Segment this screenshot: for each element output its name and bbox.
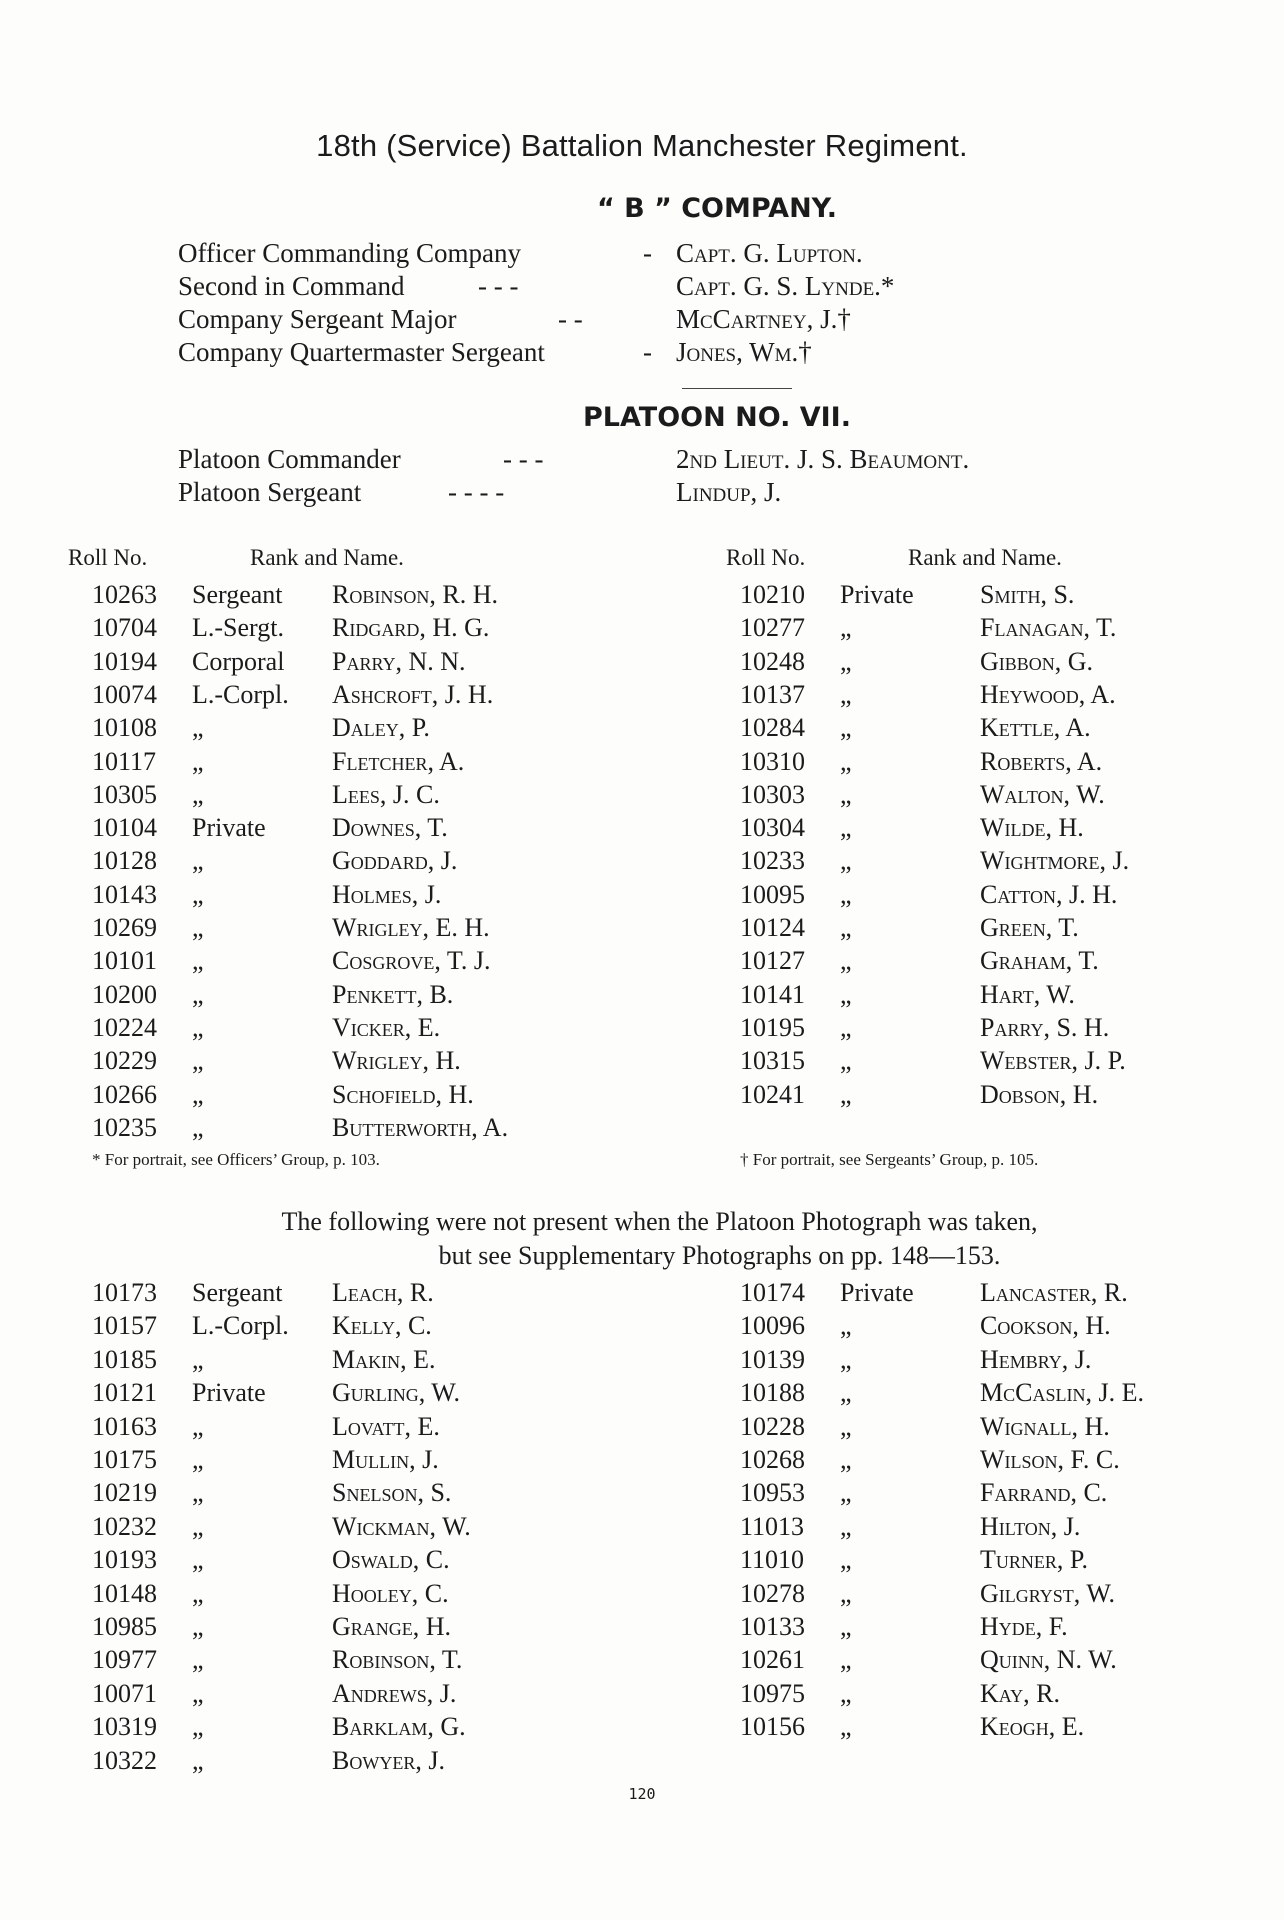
rank: „ [840, 679, 852, 709]
roll-number: 10141 [740, 979, 805, 1009]
soldier-name: Robinson, T. [332, 1645, 463, 1675]
soldier-name: Wightmore, J. [980, 846, 1130, 876]
roll-number: 10232 [92, 1511, 157, 1541]
roll-number: 10266 [92, 1079, 157, 1109]
company-heading: “ B ” COMPANY. [596, 193, 838, 224]
soldier-name: Keogh, E. [980, 1712, 1085, 1742]
officer-row [178, 271, 1078, 305]
rank: „ [192, 1079, 204, 1109]
roll-number: 10193 [92, 1545, 157, 1575]
supplementary-note [0, 1205, 1284, 1273]
soldier-name: Webster, J. P. [980, 1046, 1126, 1076]
roll-number: 10261 [740, 1645, 805, 1675]
rank: „ [192, 746, 204, 776]
rank: „ [840, 1511, 852, 1541]
soldier-name: Fletcher, A. [332, 746, 465, 776]
rank: „ [192, 1678, 204, 1708]
page-number: 120 [628, 1785, 656, 1803]
rank: „ [192, 913, 204, 942]
rank: „ [192, 979, 204, 1009]
roll-number: 10277 [740, 613, 805, 643]
soldier-name: Gilgryst, W. [980, 1578, 1115, 1608]
roll-number: 10269 [92, 913, 157, 942]
soldier-name: Walton, W. [980, 779, 1105, 809]
rank: „ [840, 746, 852, 776]
rank: „ [840, 613, 852, 643]
soldier-name: Catton, J. H. [980, 879, 1118, 909]
rank: „ [840, 946, 852, 976]
rank: Corporal [192, 646, 285, 676]
soldier-name: Lovatt, E. [332, 1411, 440, 1441]
roll-number: 10977 [92, 1645, 157, 1675]
officer-role: Company Sergeant Major [178, 304, 457, 334]
soldier-name: Gurling, W. [332, 1378, 460, 1408]
soldier-name: Hyde, F. [980, 1612, 1068, 1641]
rank: „ [840, 1344, 852, 1374]
rank: „ [840, 846, 852, 876]
soldier-name: Hart, W. [980, 979, 1075, 1009]
rank: „ [192, 1712, 204, 1742]
roll-number: 10127 [740, 946, 805, 976]
soldier-name: Roberts, A. [980, 746, 1103, 776]
roll-number: 10985 [92, 1612, 157, 1641]
soldier-name: Goddard, J. [332, 846, 458, 876]
roll-number: 10310 [740, 746, 805, 776]
rank: „ [840, 813, 852, 843]
roll-number: 10104 [92, 813, 157, 843]
roll-number: 10143 [92, 879, 157, 909]
rank: L.-Corpl. [192, 1311, 289, 1341]
officer-row [178, 444, 1078, 478]
soldier-name: Flanagan, T. [980, 613, 1117, 643]
footnote-officers: * For portrait, see Officers’ Group, p. 103. [92, 1150, 380, 1169]
soldier-name: Ashcroft, J. H. [332, 679, 494, 709]
soldier-name: Parry, N. N. [332, 646, 466, 676]
officer-name: McCartney, J.† [676, 304, 851, 334]
roll-number: 10101 [92, 946, 157, 976]
soldier-name: Leach, R. [332, 1278, 434, 1307]
soldier-name: Green, T. [980, 913, 1079, 942]
roll-number: 10263 [92, 580, 157, 609]
platoon-heading: PLATOON NO. VII. [583, 402, 851, 433]
rank: „ [840, 979, 852, 1009]
rank: „ [840, 1445, 852, 1474]
rank: „ [840, 779, 852, 809]
rank-name-header: Rank and Name. [250, 545, 404, 570]
roll-number: 10128 [92, 846, 157, 876]
officer-name: Jones, Wm.† [676, 337, 812, 367]
roll-number: 10121 [92, 1378, 157, 1408]
officer-row [178, 238, 1078, 272]
rank: „ [192, 1012, 204, 1042]
roll-number: 10235 [92, 1112, 157, 1142]
officer-row [178, 477, 1078, 511]
officer-name: Capt. G. Lupton. [676, 238, 863, 268]
roll-number: 10268 [740, 1445, 805, 1474]
soldier-name: Wrigley, E. H. [332, 913, 490, 942]
roll-no-header: Roll No. [68, 545, 148, 570]
roll-number: 10095 [740, 879, 805, 909]
roll-number: 10228 [740, 1411, 805, 1441]
soldier-name: Farrand, C. [980, 1478, 1108, 1508]
officer-row [178, 337, 1078, 371]
roll-number: 10175 [92, 1445, 157, 1474]
roll-number: 10096 [740, 1311, 805, 1341]
rank: „ [192, 1745, 204, 1775]
roll-number: 10200 [92, 979, 157, 1009]
leader-dashes: - [643, 337, 652, 367]
roll-number: 11013 [740, 1511, 805, 1541]
roll-number: 10284 [740, 713, 805, 743]
roll-number: 10315 [740, 1046, 805, 1076]
rank: Private [840, 1278, 914, 1307]
officer-role: Company Quartermaster Sergeant [178, 337, 545, 367]
soldier-name: Dobson, H. [980, 1079, 1099, 1109]
roll-number: 10229 [92, 1046, 157, 1076]
roll-number: 10278 [740, 1578, 805, 1608]
roll-number: 10173 [92, 1278, 157, 1307]
rank: „ [192, 879, 204, 909]
soldier-name: Hilton, J. [980, 1511, 1081, 1541]
roll-number: 10953 [740, 1478, 805, 1508]
soldier-name: Kay, R. [980, 1678, 1060, 1708]
soldier-name: Schofield, H. [332, 1079, 474, 1109]
rank: „ [192, 1645, 204, 1675]
roll-number: 10975 [740, 1678, 805, 1708]
roll-number: 10074 [92, 679, 157, 709]
roll-number: 10195 [740, 1012, 805, 1042]
roll-number: 10319 [92, 1712, 157, 1742]
rank: „ [840, 1311, 852, 1341]
officer-name: Capt. G. S. Lynde.* [676, 271, 895, 301]
officer-role: Platoon Commander [178, 444, 401, 474]
soldier-name: Snelson, S. [332, 1478, 452, 1508]
roll-number: 10133 [740, 1612, 805, 1641]
soldier-name: Turner, P. [980, 1545, 1088, 1575]
rank: „ [840, 1012, 852, 1042]
rank: „ [840, 1378, 852, 1408]
officer-name: Lindup, J. [676, 477, 782, 507]
rank: Sergeant [192, 1278, 283, 1307]
rank: Sergeant [192, 580, 283, 609]
soldier-name: Smith, S. [980, 580, 1075, 609]
roll-number: 10194 [92, 646, 157, 676]
soldier-name: McCaslin, J. E. [980, 1378, 1144, 1408]
roll-number: 10219 [92, 1478, 157, 1508]
officer-role: Officer Commanding Company [178, 238, 521, 268]
officer-role: Second in Command [178, 271, 405, 301]
soldier-name: Wrigley, H. [332, 1046, 461, 1076]
soldier-name: Penkett, B. [332, 979, 454, 1009]
rank: „ [192, 1511, 204, 1541]
rank: „ [192, 1578, 204, 1608]
soldier-name: Andrews, J. [332, 1678, 457, 1708]
soldier-name: Makin, E. [332, 1344, 436, 1374]
officer-row [178, 304, 1078, 338]
soldier-name: Wilson, F. C. [980, 1445, 1120, 1474]
soldier-name: Vicker, E. [332, 1012, 441, 1042]
roll-number: 10156 [740, 1712, 805, 1742]
soldier-name: Wilde, H. [980, 813, 1084, 843]
roll-number: 10174 [740, 1278, 805, 1307]
rank: „ [840, 1411, 852, 1441]
soldier-name: Robinson, R. H. [332, 580, 498, 609]
rank: „ [192, 713, 204, 743]
roll-number: 10071 [92, 1678, 157, 1708]
leader-dashes: - - - - [448, 477, 505, 507]
soldier-name: Lancaster, R. [980, 1278, 1128, 1307]
leader-dashes: - - - [503, 444, 544, 474]
rank: Private [192, 813, 266, 843]
rank: „ [840, 879, 852, 909]
rank: „ [192, 946, 204, 976]
roll-number: 10704 [92, 613, 157, 643]
soldier-name: Oswald, C. [332, 1545, 450, 1575]
rank: L.-Sergt. [192, 613, 284, 643]
soldier-name: Wickman, W. [332, 1511, 471, 1541]
leader-dashes: - [643, 238, 652, 268]
roll-no-header: Roll No. [726, 545, 806, 570]
rank: „ [840, 1612, 852, 1641]
roll-number: 10304 [740, 813, 805, 843]
roll-number: 10210 [740, 580, 805, 609]
section-divider [682, 388, 792, 389]
soldier-name: Bowyer, J. [332, 1745, 445, 1775]
roll-number: 10224 [92, 1012, 157, 1042]
rank: „ [840, 1712, 852, 1742]
rank: „ [840, 1046, 852, 1076]
soldier-name: Grange, H. [332, 1612, 452, 1641]
rank: „ [192, 1411, 204, 1441]
rank: L.-Corpl. [192, 679, 289, 709]
rank: „ [840, 913, 852, 942]
page-title: 18th (Service) Battalion Manchester Regiment. [316, 128, 968, 163]
roll-number: 10233 [740, 846, 805, 876]
soldier-name: Daley, P. [332, 713, 430, 743]
roll-number: 10163 [92, 1411, 157, 1441]
rank: „ [840, 1478, 852, 1508]
roll-number: 10139 [740, 1344, 805, 1374]
soldier-name: Kettle, A. [980, 713, 1091, 743]
roll-number: 11010 [740, 1545, 805, 1575]
roll-number: 10305 [92, 779, 157, 809]
rank: „ [840, 646, 852, 676]
roll-number: 10185 [92, 1344, 157, 1374]
rank: „ [840, 1079, 852, 1109]
roll-number: 10124 [740, 913, 805, 942]
soldier-name: Holmes, J. [332, 879, 442, 909]
roll-number: 10303 [740, 779, 805, 809]
soldier-name: Mullin, J. [332, 1445, 439, 1474]
roll-number: 10241 [740, 1079, 805, 1109]
soldier-name: Wignall, H. [980, 1411, 1110, 1441]
rank: „ [192, 846, 204, 876]
rank: „ [192, 1612, 204, 1641]
rank: „ [192, 1046, 204, 1076]
soldier-name: Quinn, N. W. [980, 1645, 1117, 1675]
rank: „ [192, 779, 204, 809]
soldier-name: Lees, J. C. [332, 779, 440, 809]
soldier-name: Kelly, C. [332, 1311, 432, 1341]
rank: „ [192, 1344, 204, 1374]
rank: „ [840, 1545, 852, 1575]
roll-number: 10148 [92, 1578, 157, 1608]
officer-name: 2nd Lieut. J. S. Beaumont. [676, 444, 970, 474]
rank: „ [840, 1645, 852, 1675]
leader-dashes: - - [558, 304, 583, 334]
roll-number: 10108 [92, 713, 157, 743]
roll-number: 10322 [92, 1745, 157, 1775]
soldier-name: Cookson, H. [980, 1311, 1111, 1341]
rank: „ [840, 1578, 852, 1608]
officer-role: Platoon Sergeant [178, 477, 362, 507]
rank: „ [840, 713, 852, 743]
rank: Private [192, 1378, 266, 1408]
soldier-name: Heywood, A. [980, 679, 1116, 709]
soldier-name: Cosgrove, T. J. [332, 946, 491, 976]
roll-number: 10157 [92, 1311, 157, 1341]
supplementary-note-line: but see Supplementary Photographs on pp. 148—153. [438, 1241, 1001, 1270]
roll-number: 10117 [92, 746, 157, 776]
rank: Private [840, 580, 914, 609]
rank: „ [192, 1545, 204, 1575]
soldier-name: Gibbon, G. [980, 646, 1094, 676]
soldier-name: Downes, T. [332, 813, 448, 843]
soldier-name: Parry, S. H. [980, 1012, 1110, 1042]
soldier-name: Graham, T. [980, 946, 1099, 976]
leader-dashes: - - - [478, 271, 519, 301]
roll-number: 10137 [740, 679, 805, 709]
supplementary-note-line: The following were not present when the Platoon Photograph was taken, [281, 1207, 1038, 1236]
soldier-name: Barklam, G. [332, 1712, 466, 1742]
rank: „ [192, 1445, 204, 1474]
rank-name-header: Rank and Name. [908, 545, 1062, 570]
rank: „ [192, 1478, 204, 1508]
roll-number: 10188 [740, 1378, 805, 1408]
rank: „ [192, 1112, 204, 1142]
roll-number: 10248 [740, 646, 805, 676]
soldier-name: Hembry, J. [980, 1344, 1092, 1374]
footnote-sergeants: † For portrait, see Sergeants’ Group, p. 105. [740, 1150, 1039, 1169]
soldier-name: Hooley, C. [332, 1578, 449, 1608]
rank: „ [840, 1678, 852, 1708]
soldier-name: Butterworth, A. [332, 1112, 509, 1142]
soldier-name: Ridgard, H. G. [332, 613, 490, 643]
